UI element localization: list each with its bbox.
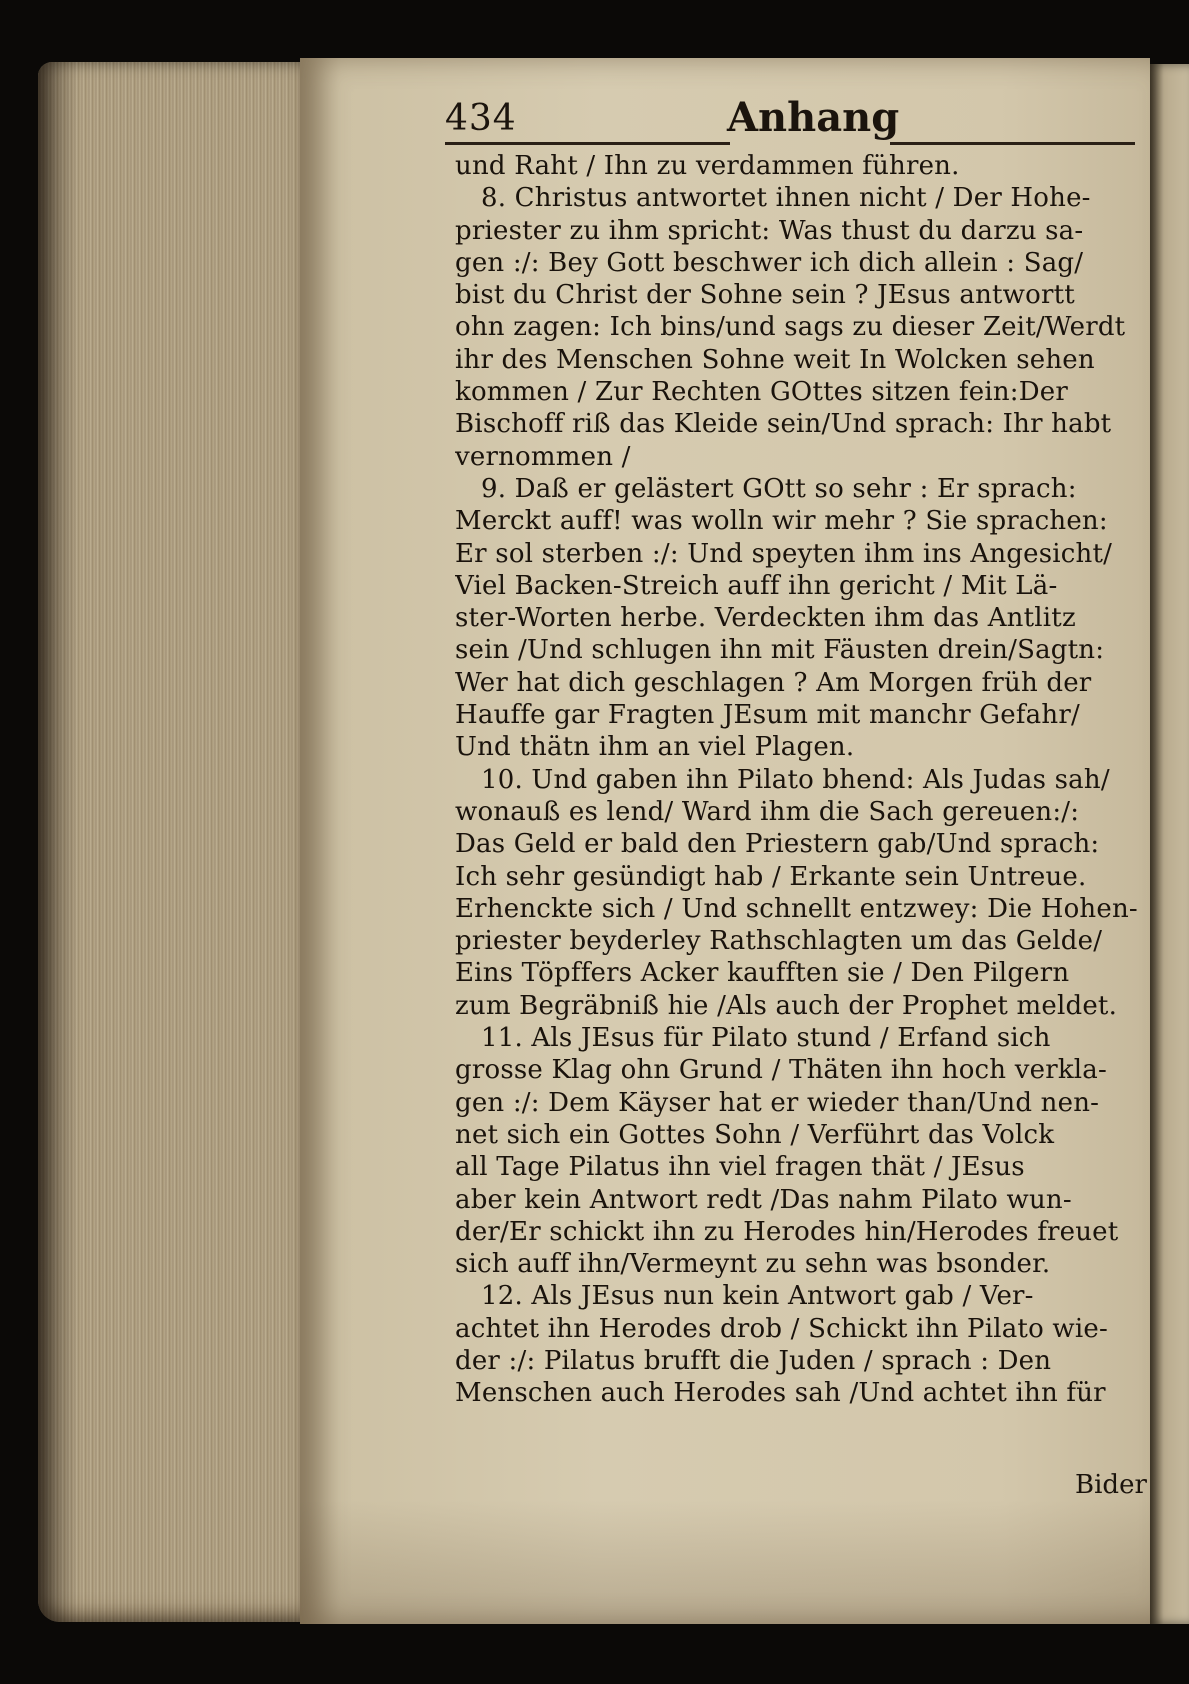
text-line: ohn zagen: Ich bins/und sags zu dieser Zeit/Werdt [455, 312, 1126, 343]
text-line: ster-Worten herbe. Verdeckten ihm das Antlitz [455, 603, 1076, 634]
text-line: 9. Daß er gelästert GOtt so sehr : Er sprach: [481, 473, 1077, 504]
text-line: der/Er schickt ihn zu Herodes hin/Herodes freuet [455, 1216, 1119, 1247]
catchword: Bider [1075, 1470, 1147, 1500]
page-header [445, 92, 1135, 146]
text-line: Und thätn ihm an viel Plagen. [455, 732, 855, 763]
text-line: sich auff ihn/Vermeynt zu sehn was bsonder. [455, 1249, 1051, 1280]
text-line: achtet ihn Herodes drob / Schickt ihn Pilato wie- [455, 1313, 1108, 1344]
text-line: Eins Töpffers Acker kaufften sie / Den Pilgern [455, 958, 1070, 989]
text-line: Bischoff riß das Kleide sein/Und sprach: Ihr habt [455, 409, 1112, 440]
text-line: priester beyderley Rathschlagten um das Gelde/ [455, 926, 1103, 957]
text-line: 12. Als JEsus nun kein Antwort gab / Ver- [481, 1281, 1034, 1312]
text-line: priester zu ihm spricht: Was thust du darzu sa- [455, 215, 1084, 246]
text-line: sein /Und schlugen ihn mit Fäusten drein/Sagtn: [455, 635, 1105, 666]
text-line: ihr des Menschen Sohne weit In Wolcken sehen [455, 344, 1095, 375]
text-line: aber kein Antwort redt /Das nahm Pilato wun- [455, 1184, 1072, 1215]
text-line: 11. Als JEsus für Pilato stund / Erfand sich [481, 1023, 1051, 1054]
page-bottom-shading [300, 1500, 1150, 1624]
text-line: Das Geld er bald den Priestern gab/Und sprach: [455, 829, 1100, 860]
text-line: wonauß es lend/ Ward ihm die Sach gereuen:/: [455, 796, 1080, 827]
header-rule-left [445, 142, 730, 145]
text-line: 8. Christus antwortet ihnen nicht / Der Hohe- [481, 183, 1091, 214]
header-rule-right [890, 142, 1135, 145]
text-line: all Tage Pilatus ihn viel fragen thät / JEsus [455, 1152, 1025, 1183]
text-line: Viel Backen-Streich auff ihn gericht / Mit Lä- [455, 570, 1058, 601]
text-line: und Raht / Ihn zu verdammen führen. [455, 151, 960, 181]
text-line: grosse Klag ohn Grund / Thäten ihn hoch verkla- [455, 1055, 1107, 1086]
text-line: Wer hat dich geschlagen ? Am Morgen früh der [455, 667, 1092, 698]
text-line: 10. Und gaben ihn Pilato bhend: Als Judas sah/ [481, 764, 1110, 795]
text-line: gen :/: Bey Gott beschwer ich dich allein : Sag/ [455, 247, 1084, 278]
text-line: Ich sehr gesündigt hab / Erkante sein Untreue. [455, 861, 1087, 892]
text-line: vernommen / [455, 441, 631, 472]
text-block [455, 150, 1145, 1410]
text-line: Menschen auch Herodes sah /Und achtet ihn für [455, 1378, 1106, 1409]
text-line: bist du Christ der Sohne sein ? JEsus antwortt [455, 280, 1075, 311]
running-head: Anhang [727, 94, 900, 141]
text-line: zum Begräbniß hie /Als auch der Prophet meldet. [455, 990, 1118, 1021]
facing-page-edge [1150, 64, 1189, 1624]
text-line: Erhenckte sich / Und schnellt entzwey: Die Hohen- [455, 893, 1138, 924]
text-line: gen :/: Dem Käyser hat er wieder than/Und nen- [455, 1087, 1100, 1118]
page-edges-shadow [38, 62, 78, 1622]
page-number: 434 [445, 98, 517, 139]
text-line: Merckt auff! was wolln wir mehr ? Sie sprachen: [455, 506, 1108, 537]
text-line: kommen / Zur Rechten GOttes sitzen fein:Der [455, 377, 1069, 408]
text-line: der :/: Pilatus brufft die Juden / sprach : Den [455, 1345, 1052, 1376]
text-line: Er sol sterben :/: Und speyten ihm ins Angesicht/ [455, 538, 1113, 569]
text-line: Hauffe gar Fragten JEsum mit manchr Gefahr/ [455, 700, 1080, 731]
page-edges [38, 62, 306, 1622]
text-line: net sich ein Gottes Sohn / Verführt das Volck [455, 1119, 1055, 1150]
